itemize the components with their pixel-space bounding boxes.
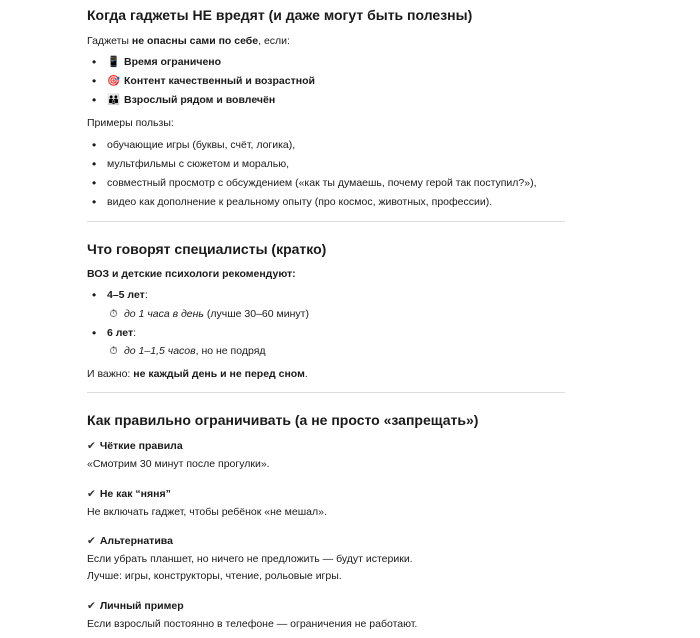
age-label: 4–5 лет — [107, 289, 145, 302]
intro-bold: не опасны сами по себе — [131, 34, 259, 47]
list-item: • видео как дополнение к реальному опыту (про космос, животных, профессии). — [87, 195, 567, 210]
check-icon: ✔ — [87, 487, 96, 500]
rule-title-text: Альтернатива — [99, 534, 173, 547]
phone-icon: 📱 — [107, 55, 121, 68]
rule-text: Лучше: игры, конструкторы, чтение, рольовые игры. — [87, 570, 342, 583]
rule-title — [87, 487, 567, 502]
condition-text: Контент качественный и возрастной — [124, 75, 315, 88]
list-item: • обучающие игры (буквы, счёт, логика), — [87, 138, 567, 153]
recommend-lead — [87, 267, 567, 282]
document — [87, 6, 567, 638]
lead-text: ВОЗ и детские психологи рекомендуют: — [87, 268, 296, 281]
age-label: 6 лет — [107, 326, 134, 339]
rule-title-text: Не как “няня” — [99, 487, 171, 500]
intro-text: Гаджеты — [87, 34, 132, 47]
list-item: • 6 лет: ⏱ до 1–1,5 часов, но не подряд — [87, 326, 567, 359]
rule-title-text: Чёткие правила — [99, 440, 183, 453]
rule-text: «Смотрим 30 минут после прогулки». — [87, 458, 270, 471]
condition-text: Время ограничено — [124, 55, 222, 68]
divider — [87, 221, 565, 222]
intro-tail: , если: — [258, 34, 290, 47]
intro-paragraph — [87, 34, 567, 49]
check-icon: ✔ — [87, 534, 96, 547]
important-tail: . — [304, 368, 308, 381]
divider — [87, 392, 565, 393]
limit-line — [107, 307, 567, 322]
list-item — [87, 74, 567, 89]
section-title-limits: Как правильно ограничивать (а не просто «запрещать») — [87, 412, 479, 429]
list-item — [87, 55, 567, 70]
condition-text: Взрослый рядом и вовлечён — [124, 94, 276, 107]
rule-text: Не включать гаджет, чтобы ребёнок «не мешал». — [87, 505, 327, 518]
age-limits-list — [87, 288, 567, 359]
limit-note: , но не подряд — [195, 345, 266, 358]
conditions-list — [87, 55, 567, 109]
rule-title — [87, 439, 567, 454]
list-item — [87, 93, 567, 108]
stopwatch-icon: ⏱ — [109, 345, 118, 358]
rule-title — [87, 534, 567, 549]
limit-value: до 1 часа в день — [124, 307, 204, 320]
important-bold: не каждый день и не перед сном — [133, 368, 305, 381]
section-title-specialists: Что говорят специалисты (кратко) — [87, 240, 327, 257]
rule-title-text: Личный пример — [99, 599, 184, 612]
check-icon: ✔ — [87, 440, 96, 453]
important-note — [87, 367, 567, 382]
limit-line — [107, 344, 567, 359]
check-icon: ✔ — [87, 599, 96, 612]
limit-note: (лучше 30–60 минут) — [203, 307, 309, 320]
list-item: • мультфильмы с сюжетом и моралью, — [87, 157, 567, 172]
stopwatch-icon: ⏱ — [109, 307, 118, 320]
limit-value: до 1–1,5 часов — [124, 345, 196, 358]
rule-title — [87, 599, 567, 614]
examples-list — [87, 138, 567, 211]
rule-text: Если взрослый постоянно в телефоне — ограничения не работают. — [87, 617, 418, 630]
rule-text: Если убрать планшет, но ничего не предложить — будут истерики. — [87, 553, 413, 566]
list-item: • 4–5 лет: ⏱ до 1 часа в день (лучше 30–60 минут) — [87, 288, 567, 321]
list-item: • совместный просмотр с обсуждением («как ты думаешь, почему герой так поступил?»), — [87, 176, 567, 191]
family-icon: 👪 — [107, 94, 121, 107]
section-title-useful: Когда гаджеты НЕ вредят (и даже могут быть полезны) — [87, 7, 473, 23]
examples-label: Примеры пользы: — [87, 117, 174, 130]
target-icon: 🎯 — [107, 75, 121, 88]
important-prefix: И важно: — [87, 368, 134, 381]
